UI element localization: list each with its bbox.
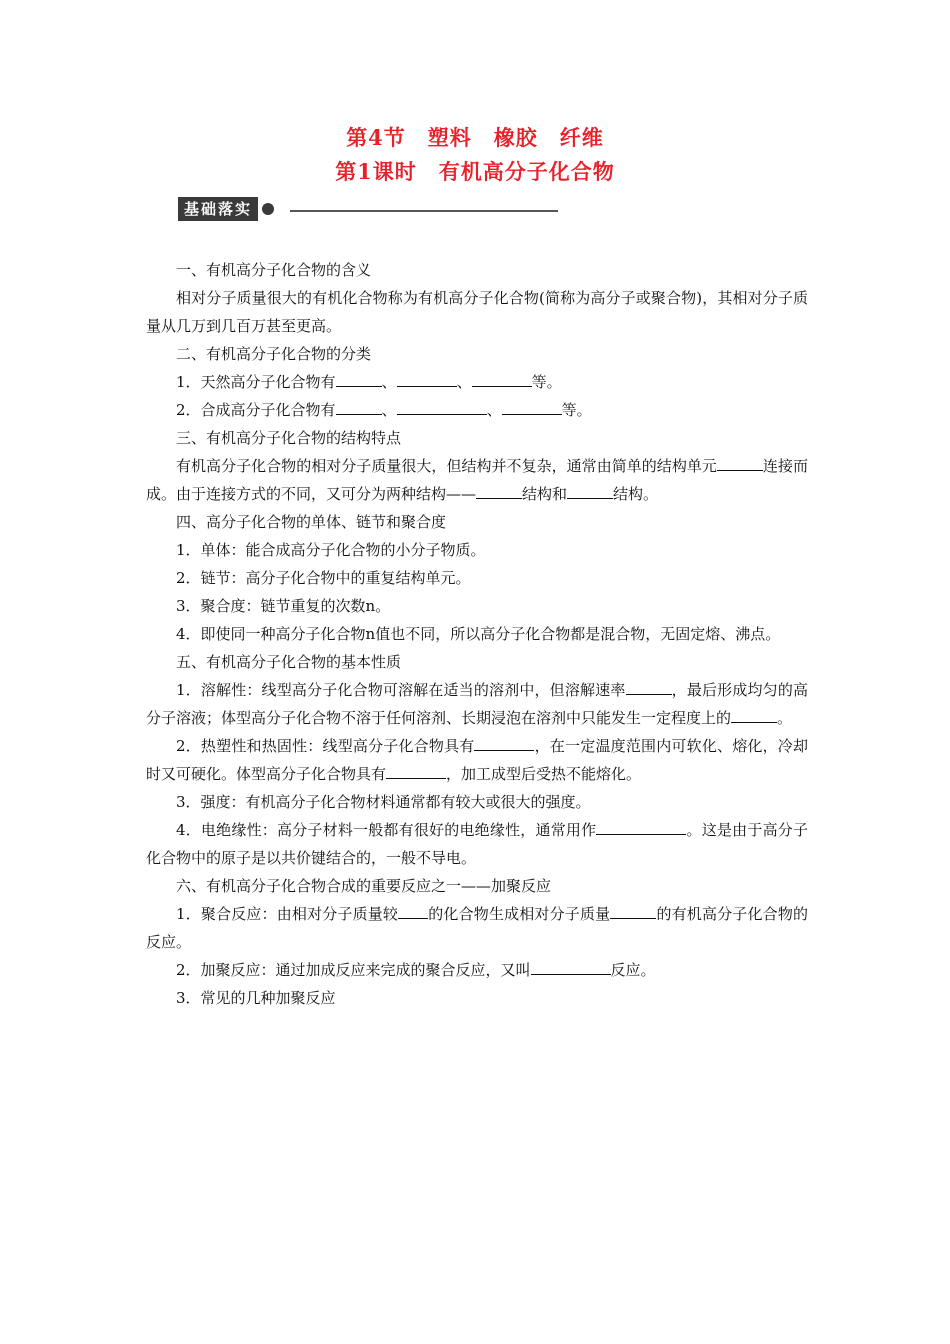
fill-blank[interactable] [474,732,534,751]
section-1-heading: 一、有机高分子化合物的含义 [176,261,372,279]
section-banner [178,197,274,221]
section-5-item-2: 2．热塑性和热固性：线型高分子化合物具有 ，在一定温度范围内可软化、熔化，冷却时又可硬化。体型高分子化合物具有 ，加工成型后受热不能熔化。 [146,732,808,788]
fill-blank[interactable] [476,480,522,499]
section-6-item-3: 3．常见的几种加聚反应 [176,989,336,1007]
fill-blank[interactable] [472,368,532,387]
fill-blank[interactable] [717,452,763,471]
section-5-item-4: 4．电绝缘性：高分子材料一般都有很好的电绝缘性，通常用作 。这是由于高分子化合物中的原子是以共价键结合的，一般不导电。 [146,816,808,872]
fill-blank[interactable] [567,480,613,499]
fill-blank[interactable] [502,396,562,415]
section-4-item-1: 1．单体：能合成高分子化合物的小分子物质。 [176,541,486,559]
section-4-item-2: 2．链节：高分子化合物中的重复结构单元。 [176,569,471,587]
section-4-heading: 四、高分子化合物的单体、链节和聚合度 [176,513,447,531]
section-5-item-3: 3．强度：有机高分子化合物材料通常都有较大或很大的强度。 [176,793,591,811]
fill-blank[interactable] [386,760,446,779]
section-2-item-2: 2．合成高分子化合物有 、 、 等。 [146,396,808,424]
lesson-subtitle: 第1课时 有机高分子化合物 [335,159,615,184]
document-body [146,256,808,1012]
fill-blank[interactable] [397,368,457,387]
fill-blank[interactable] [731,704,777,723]
section-5-item-1: 1．溶解性：线型高分子化合物可溶解在适当的溶剂中，但溶解速率 ，最后形成均匀的高分子溶液；体型高分子化合物不溶于任何溶剂、长期浸泡在溶剂中只能发生一定程度上的 。 [146,676,808,732]
fill-blank[interactable] [610,900,656,919]
bullet-dot-icon [262,203,274,215]
fill-blank[interactable] [397,396,487,415]
fill-blank[interactable] [336,368,382,387]
section-3-heading: 三、有机高分子化合物的结构特点 [176,429,402,447]
section-2-heading: 二、有机高分子化合物的分类 [176,345,372,363]
fill-blank[interactable] [398,900,428,919]
lesson-title: 第4节 塑料 橡胶 纤维 [346,125,604,150]
section-6-item-1: 1．聚合反应：由相对分子质量较 的化合物生成相对分子质量 的有机高分子化合物的反应。 [146,900,808,956]
section-6-item-2: 2．加聚反应：通过加成反应来完成的聚合反应，又叫 反应。 [146,956,808,984]
section-5-heading: 五、有机高分子化合物的基本性质 [176,653,402,671]
fill-blank[interactable] [596,816,686,835]
section-4-item-3: 3．聚合度：链节重复的次数n。 [176,597,391,615]
divider [290,210,558,212]
section-3-text: 有机高分子化合物的相对分子质量很大，但结构并不复杂，通常由简单的结构单元 连接而成。由于连接方式的不同，又可分为两种结构—— 结构和 结构。 [146,452,808,508]
section-1-text: 相对分子质量很大的有机化合物称为有机高分子化合物(简称为高分子或聚合物)，其相对分子质量从几万到几百万甚至更高。 [146,289,808,335]
section-6-heading: 六、有机高分子化合物合成的重要反应之一——加聚反应 [176,877,552,895]
section-label: 基础落实 [178,197,258,221]
fill-blank[interactable] [626,676,672,695]
fill-blank[interactable] [336,396,382,415]
section-4-item-4: 4．即使同一种高分子化合物n值也不同，所以高分子化合物都是混合物，无固定熔、沸点。 [176,625,781,643]
section-2-item-1: 1．天然高分子化合物有 、 、 等。 [146,368,808,396]
fill-blank[interactable] [531,956,611,975]
